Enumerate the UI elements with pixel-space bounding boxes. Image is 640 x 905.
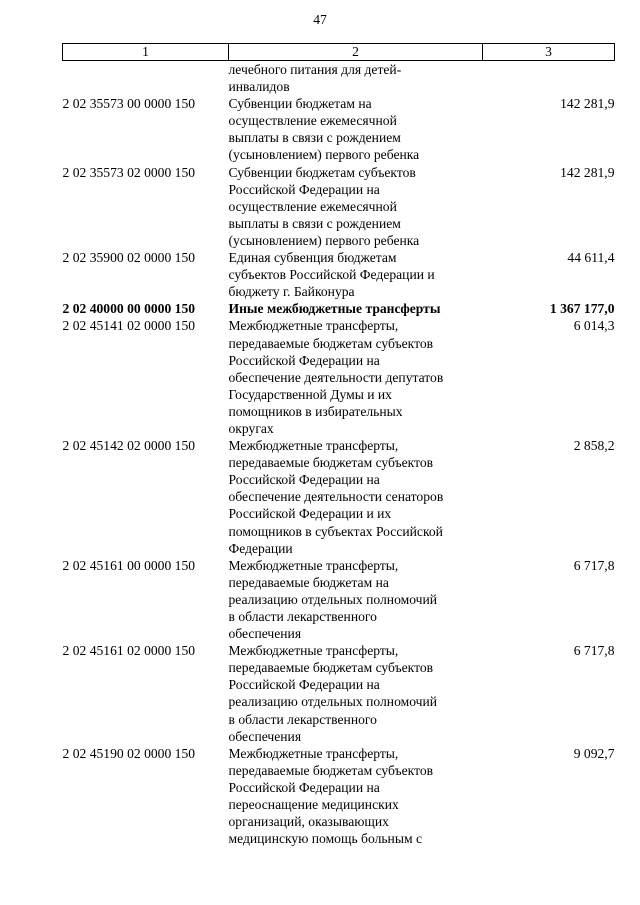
income-name-cell — [229, 164, 483, 249]
income-name-line: Межбюджетные трансферты, — [228, 557, 399, 573]
amount-cell: 2 858,2 — [573, 438, 615, 454]
budget-table — [62, 43, 615, 847]
income-name-line: инвалидов — [228, 79, 290, 95]
income-name-line: Единая субвенция бюджетам — [228, 250, 397, 266]
income-name-line: помощников в субъектах Российской — [228, 523, 443, 539]
income-name-line: в области лекарственного — [228, 609, 377, 624]
amount-cell: 142 281,9 — [560, 164, 615, 180]
income-name-cell — [229, 249, 483, 300]
table-body — [63, 61, 615, 848]
income-name-line: Межбюджетные трансферты, — [228, 643, 399, 659]
income-name-line: осуществление ежемесячной — [228, 113, 397, 129]
income-name-line: субъектов Российской Федерации и — [228, 267, 435, 283]
income-name-line: Российской Федерации на — [228, 472, 380, 488]
income-name-line: обеспечение деятельности сенаторов — [228, 489, 444, 505]
budget-code-cell: 2 02 35573 02 0000 150 — [62, 164, 196, 180]
budget-code-cell: 2 02 40000 00 0000 150 — [62, 301, 196, 317]
table-row — [63, 557, 615, 642]
income-name-cell — [229, 642, 483, 745]
income-name-cell — [229, 745, 483, 848]
income-name-line: помощников в избирательных — [228, 403, 403, 419]
amount-cell: 6 717,8 — [573, 557, 615, 573]
income-name-line: округах — [228, 420, 274, 436]
budget-code-cell: 2 02 45141 02 0000 150 — [62, 318, 196, 334]
income-name-line: передаваемые бюджетам субъектов — [228, 762, 434, 778]
table-row — [63, 317, 615, 437]
amount-cell: 6 717,8 — [573, 643, 615, 659]
income-name-line: выплаты в связи с рождением — [228, 130, 401, 146]
income-name-line: Иные межбюджетные трансферты — [228, 301, 441, 317]
income-name-line: обеспечения — [228, 728, 302, 744]
income-name-line: передаваемые бюджетам на — [228, 574, 389, 590]
income-name-cell — [229, 300, 483, 317]
income-name-line: медицинскую помощь больным с — [228, 831, 423, 847]
income-name-line: Межбюджетные трансферты, — [228, 438, 399, 454]
table-row — [63, 61, 615, 96]
income-name-line: Субвенции бюджетам на — [228, 96, 372, 112]
amount-cell: 9 092,7 — [573, 745, 615, 761]
income-name-line: Российской Федерации на — [228, 779, 380, 795]
income-name-line: реализацию отдельных полномочий — [228, 694, 438, 710]
page-number: 47 — [313, 12, 327, 27]
income-name-line: передаваемые бюджетам субъектов — [228, 660, 434, 676]
income-name-line: Субвенции бюджетам субъектов — [228, 164, 416, 180]
income-name-line: обеспечение деятельности депутатов — [228, 369, 444, 385]
table-row — [63, 300, 615, 317]
budget-code-cell: 2 02 45161 00 0000 150 — [62, 557, 196, 573]
amount-cell: 1 367 177,0 — [549, 301, 615, 317]
income-name-cell — [229, 557, 483, 642]
income-name-line: переоснащение медицинских — [228, 797, 399, 813]
income-name-line: Российской Федерации и их — [228, 506, 392, 522]
budget-code-cell: 2 02 45142 02 0000 150 — [62, 438, 196, 454]
income-name-line: Российской Федерации на — [228, 352, 380, 368]
income-name-line: осуществление ежемесячной — [228, 198, 397, 214]
budget-code-cell: 2 02 45161 02 0000 150 — [62, 643, 196, 659]
income-name-line: (усыновлением) первого ребенка — [228, 147, 420, 163]
income-name-cell — [229, 317, 483, 437]
amount-cell: 44 611,4 — [567, 250, 615, 266]
budget-code-cell: 2 02 35900 02 0000 150 — [62, 250, 196, 266]
income-name-line: бюджету г. Байконура — [228, 284, 355, 300]
income-name-line: Российской Федерации на — [228, 181, 380, 197]
income-name-line: реализацию отдельных полномочий — [228, 591, 438, 607]
budget-code-cell: 2 02 35573 00 0000 150 — [62, 96, 196, 112]
income-name-line: Межбюджетные трансферты, — [228, 745, 399, 761]
table-row — [63, 249, 615, 300]
income-name-line: в области лекарственного — [228, 711, 377, 727]
amount-cell: 142 281,9 — [560, 96, 615, 112]
income-name-line: (усыновлением) первого ребенка — [228, 232, 420, 248]
income-name-line: выплаты в связи с рождением — [228, 215, 401, 231]
table-header-row — [63, 44, 615, 61]
income-name-line: Российской Федерации на — [228, 677, 380, 693]
income-name-line: передаваемые бюджетам субъектов — [228, 455, 434, 471]
column-header-2: 2 — [229, 44, 483, 61]
income-name-line: обеспечения — [228, 626, 302, 642]
income-name-line: Государственной Думы и их — [228, 386, 392, 402]
income-name-line: организаций, оказывающих — [228, 814, 389, 830]
table-row — [63, 642, 615, 745]
income-name-cell — [229, 61, 483, 96]
budget-code-cell — [63, 61, 229, 96]
column-header-1: 1 — [63, 44, 229, 61]
table-row — [63, 745, 615, 848]
table-row — [63, 95, 615, 163]
income-name-line: Федерации — [228, 540, 293, 556]
column-header-3: 3 — [483, 44, 615, 61]
income-name-cell — [229, 95, 483, 163]
income-name-cell — [229, 437, 483, 557]
amount-cell — [483, 61, 615, 96]
income-name-line: лечебного питания для детей- — [228, 62, 402, 77]
budget-code-cell: 2 02 45190 02 0000 150 — [62, 745, 196, 761]
amount-cell: 6 014,3 — [573, 318, 615, 334]
income-name-line: Межбюджетные трансферты, — [228, 318, 399, 334]
income-name-line: передаваемые бюджетам субъектов — [228, 335, 434, 351]
table-row — [63, 437, 615, 557]
table-row — [63, 164, 615, 249]
